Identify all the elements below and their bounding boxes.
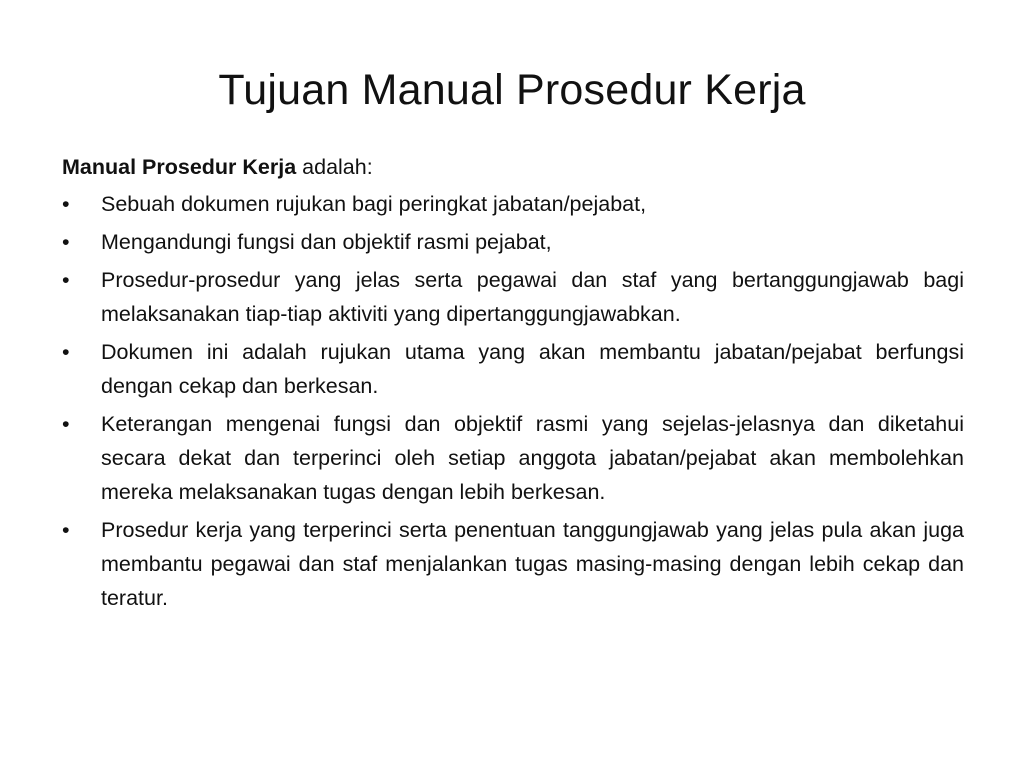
bullet-icon: • <box>62 230 70 254</box>
bullet-text: Mengandungi fungsi dan objektif rasmi pejabat, <box>101 230 552 254</box>
bullet-item <box>62 407 964 509</box>
intro-bold-term: Manual Prosedur Kerja <box>62 155 297 179</box>
bullet-icon: • <box>62 412 70 436</box>
bullet-item <box>62 263 964 331</box>
bullet-text: Sebuah dokumen rujukan bagi peringkat jabatan/pejabat, <box>101 192 647 216</box>
bullet-icon: • <box>62 518 70 542</box>
bullet-icon: • <box>62 340 70 364</box>
intro-line <box>62 150 964 184</box>
bullet-icon: • <box>62 192 70 216</box>
bullet-icon: • <box>62 268 70 292</box>
bullet-list <box>62 187 964 615</box>
bullet-text: Prosedur kerja yang terperinci serta penentuan tanggungjawab yang jelas pula akan juga membantu pegawai dan staf menjalankan tugas masing-masing dengan lebih cekap dan teratur. <box>101 518 964 610</box>
bullet-item <box>62 187 964 221</box>
bullet-text: Prosedur-prosedur yang jelas serta pegawai dan staf yang bertanggungjawab bagi melaksanakan tiap-tiap aktiviti yang dipertanggungjawabkan. <box>101 268 964 326</box>
bullet-text: Dokumen ini adalah rujukan utama yang akan membantu jabatan/pejabat berfungsi dengan cekap dan berkesan. <box>101 340 964 398</box>
slide-body <box>62 150 964 619</box>
bullet-item <box>62 335 964 403</box>
bullet-item <box>62 225 964 259</box>
bullet-item <box>62 513 964 615</box>
slide-title: Tujuan Manual Prosedur Kerja <box>218 66 806 114</box>
bullet-text: Keterangan mengenai fungsi dan objektif rasmi yang sejelas-jelasnya dan diketahui secara dekat dan terperinci oleh setiap anggota jabatan/pejabat akan membolehkan mereka melaksanakan tugas dengan lebih berkesan. <box>101 412 964 504</box>
intro-rest: adalah: <box>296 155 373 179</box>
